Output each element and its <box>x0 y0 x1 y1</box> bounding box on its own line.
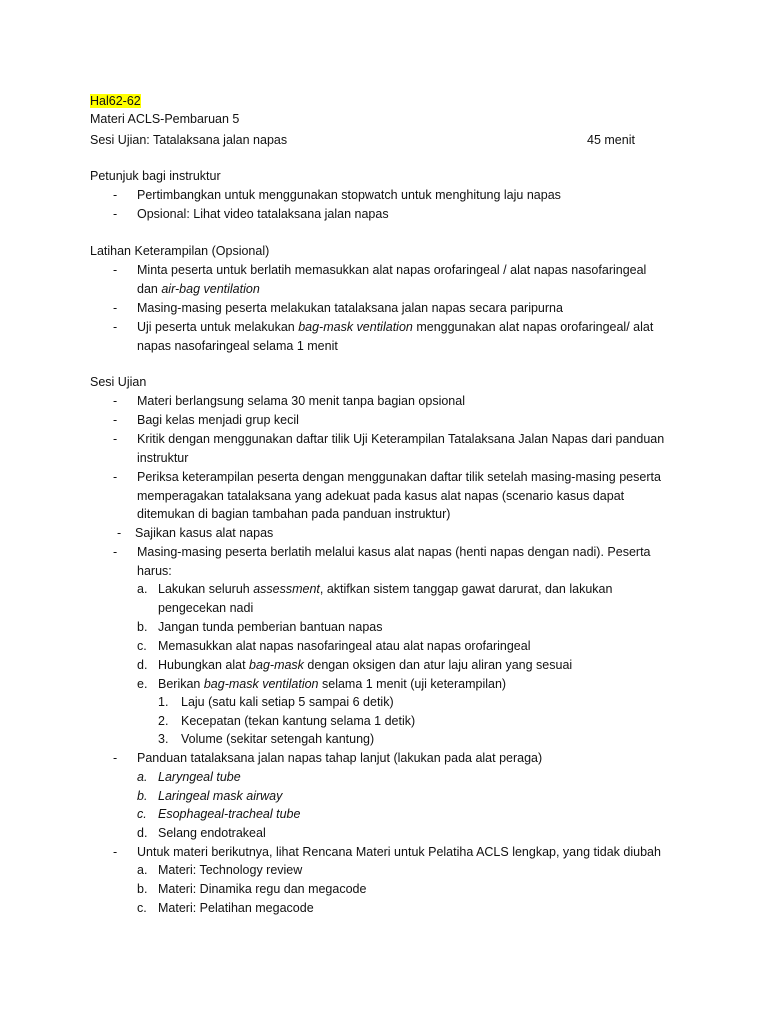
skills-item-continuation: napas nasofaringeal selama 1 menit <box>137 339 338 353</box>
list-marker: e. <box>137 677 148 691</box>
exam-item: Materi berlangsung selama 30 menit tanpa bagian opsional <box>137 394 465 408</box>
sub-item: Esophageal-tracheal tube <box>158 807 301 821</box>
instructor-item: Opsional: Lihat video tatalaksana jalan napas <box>137 207 389 221</box>
sub-item <box>158 580 612 598</box>
sub-item: Materi: Pelatihan megacode <box>158 901 314 915</box>
list-marker: c. <box>137 639 147 653</box>
session-duration: 45 menit <box>587 133 635 147</box>
document-title: Materi ACLS-Pembaruan 5 <box>90 112 240 126</box>
sub-item: Laryngeal tube <box>158 770 241 784</box>
list-marker: b. <box>137 789 148 803</box>
skills-item: Minta peserta untuk berlatih memasukkan alat napas orofaringeal / alat napas nasofaringeal <box>137 263 647 277</box>
exam-item: Masing-masing peserta berlatih melalui kasus alat napas (henti napas dengan nadi). Peserta <box>137 545 651 559</box>
exam-item: Bagi kelas menjadi grup kecil <box>137 413 299 427</box>
list-marker: 2. <box>158 714 169 728</box>
page-reference <box>90 92 141 110</box>
list-marker: d. <box>137 658 148 672</box>
list-marker: a. <box>137 582 148 596</box>
numbered-item: Kecepatan (tekan kantung selama 1 detik) <box>181 714 416 728</box>
list-marker: 1. <box>158 695 169 709</box>
list-marker: d. <box>137 826 148 840</box>
italic-term: air-bag ventilation <box>161 282 260 296</box>
exam-item-continuation: harus: <box>137 564 172 578</box>
sub-item <box>158 675 506 693</box>
exam-item: Untuk materi berikutnya, lihat Rencana Materi untuk Pelatiha ACLS lengkap, yang tidak diubah <box>137 845 661 859</box>
exam-heading: Sesi Ujian <box>90 375 147 389</box>
list-marker: b. <box>137 882 148 896</box>
bullet-dash: - <box>113 301 118 315</box>
bullet-dash: - <box>113 470 118 484</box>
skills-item <box>137 318 653 336</box>
exam-item-continuation: instruktur <box>137 451 189 465</box>
page-reference-highlight: Hal62-62 <box>90 94 141 108</box>
instructor-item: Pertimbangkan untuk menggunakan stopwatch untuk menghitung laju napas <box>137 188 561 202</box>
text-segment: dan <box>137 282 162 296</box>
sub-item: Memasukkan alat napas nasofaringeal atau alat napas orofaringeal <box>158 639 531 653</box>
text-segment: Uji peserta untuk melakukan <box>137 320 299 334</box>
text-segment: , aktifkan sistem tanggap gawat darurat, dan lakukan <box>319 582 613 596</box>
list-marker: c. <box>137 807 147 821</box>
text-segment: selama 1 menit (uji keterampilan) <box>318 677 507 691</box>
bullet-dash: - <box>113 320 118 334</box>
bullet-dash: - <box>113 263 118 277</box>
exam-item: Periksa keterampilan peserta dengan menggunakan daftar tilik setelah masing-masing peserta <box>137 470 661 484</box>
bullet-dash: - <box>113 751 118 765</box>
numbered-item: Volume (sekitar setengah kantung) <box>181 732 375 746</box>
exam-item: Kritik dengan menggunakan daftar tilik Uji Keterampilan Tatalaksana Jalan Napas dari panduan <box>137 432 665 446</box>
bullet-dash: - <box>113 413 118 427</box>
list-marker: c. <box>137 901 147 915</box>
text-segment: dengan oksigen dan atur laju aliran yang sesuai <box>303 658 573 672</box>
bullet-dash: - <box>113 394 118 408</box>
sub-item: Jangan tunda pemberian bantuan napas <box>158 620 383 634</box>
italic-term: bag-mask ventilation <box>298 320 413 334</box>
bullet-dash: - <box>113 545 118 559</box>
sub-item <box>158 656 572 674</box>
instructor-heading: Petunjuk bagi instruktur <box>90 169 221 183</box>
session-title: Sesi Ujian: Tatalaksana jalan napas <box>90 133 288 147</box>
list-marker: a. <box>137 770 148 784</box>
sub-item: Materi: Technology review <box>158 863 303 877</box>
exam-item-continuation: memperagakan tatalaksana yang adekuat pada kasus alat napas (scenario kasus dapat <box>137 489 625 503</box>
numbered-item: Laju (satu kali setiap 5 sampai 6 detik) <box>181 695 394 709</box>
bullet-dash: - <box>113 188 118 202</box>
skills-item-continuation <box>137 280 260 298</box>
list-marker: a. <box>137 863 148 877</box>
bullet-dash: - <box>113 432 118 446</box>
italic-term: bag-mask <box>249 658 304 672</box>
text-segment: Berikan <box>158 677 204 691</box>
bullet-dash: - <box>113 207 118 221</box>
text-segment: Lakukan seluruh <box>158 582 254 596</box>
exam-item-continuation: ditemukan di bagian tambahan pada panduan instruktur) <box>137 507 451 521</box>
sub-item: Materi: Dinamika regu dan megacode <box>158 882 367 896</box>
text-segment: menggunakan alat napas orofaringeal/ alat <box>412 320 654 334</box>
italic-term: assessment <box>253 582 320 596</box>
list-marker: b. <box>137 620 148 634</box>
skills-heading: Latihan Keterampilan (Opsional) <box>90 244 270 258</box>
bullet-dash: - <box>117 526 122 540</box>
bullet-dash: - <box>113 845 118 859</box>
skills-item: Masing-masing peserta melakukan tatalaksana jalan napas secara paripurna <box>137 301 563 315</box>
sub-item-continuation: pengecekan nadi <box>158 601 254 615</box>
exam-item: Sajikan kasus alat napas <box>135 526 274 540</box>
sub-item: Selang endotrakeal <box>158 826 266 840</box>
text-segment: Hubungkan alat <box>158 658 250 672</box>
sub-item: Laringeal mask airway <box>158 789 283 803</box>
italic-term: bag-mask ventilation <box>203 677 319 691</box>
exam-item: Panduan tatalaksana jalan napas tahap lanjut (lakukan pada alat peraga) <box>137 751 543 765</box>
list-marker: 3. <box>158 732 169 746</box>
